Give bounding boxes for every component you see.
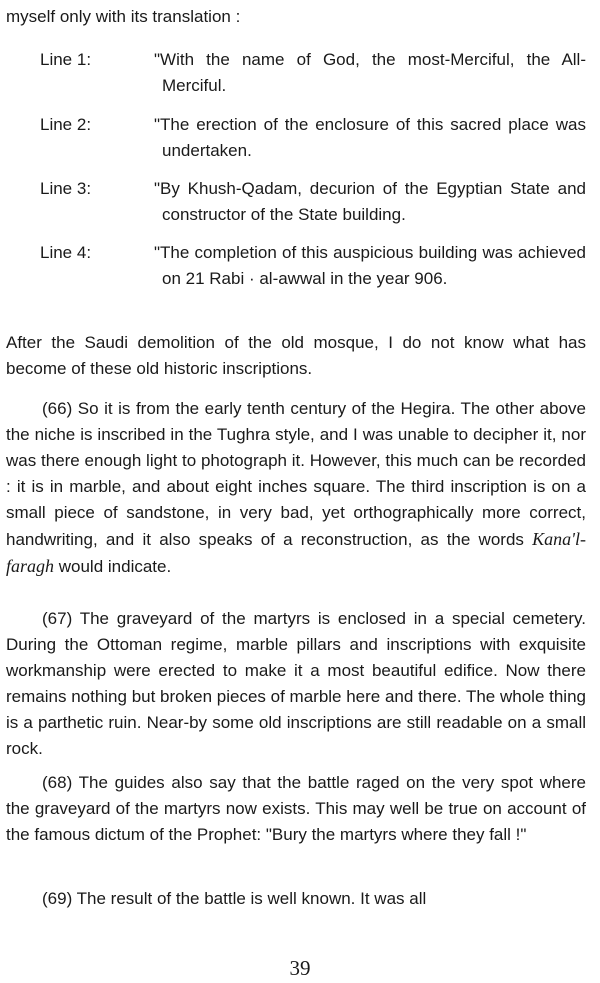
- paragraph-66: [6, 396, 586, 580]
- italic-term: Kana'l-faragh: [6, 529, 586, 576]
- paragraph-67: (67) The graveyard of the martyrs is enclosed in a special cemetery. During the Ottoman regime, marble pillars and inscriptions with exquisite workmanship were erected to make it a most beautiful edifice. Now there remains nothing but broken pieces of marble here and there. The whole thing is a parthetic ruin. Near-by some old inscriptions are still readable on a small rock.: [6, 609, 586, 758]
- intro-line: myself only with its translation :: [6, 7, 241, 26]
- line-label: Line 3:: [40, 179, 92, 198]
- paragraph-66-text: (66) So it is from the early tenth century of the Hegira. The other above the niche is inscribed in the Tughra style, and I was unable to decipher it, nor was there enough light to photograph it. However, this much can be recorded : it is in marble, and about eight inches square. The third inscription is on a small piece of sandstone, in very bad, yet orthographically more correct, handwriting, and it also speaks of a reconstruction, as the words: [6, 399, 586, 549]
- line-text: "The erection of the enclosure of this sacred place was undertaken.: [154, 115, 586, 160]
- inscription-line-3: [40, 176, 586, 228]
- paragraph-68: (68) The guides also say that the battle raged on the very spot where the graveyard of the martyrs now exists. This may well be true on account of the famous dictum of the Prophet: "Bury the martyrs where they fall !": [6, 773, 586, 844]
- line-label: Line 4:: [40, 243, 92, 262]
- line-text: "With the name of God, the most-Merciful, the All-Merciful.: [154, 50, 586, 95]
- line-text: "By Khush-Qadam, decurion of the Egyptian State and constructor of the State building.: [154, 179, 586, 224]
- paragraph-69: (69) The result of the battle is well known. It was all: [42, 889, 427, 908]
- paragraph-66-end: would indicate.: [58, 557, 172, 576]
- inscription-line-1: [40, 47, 586, 99]
- inscription-line-4: [40, 240, 586, 292]
- page-number: 39: [289, 956, 311, 980]
- line-label: Line 2:: [40, 115, 92, 134]
- line-label: Line 1:: [40, 50, 92, 69]
- inscription-line-2: [40, 112, 586, 164]
- paragraph-demolition: After the Saudi demolition of the old mosque, I do not know what has become of these old historic inscriptions.: [6, 333, 586, 378]
- line-text: "The completion of this auspicious building was achieved on 21 Rabi · al-awwal in the year 906.: [154, 243, 586, 288]
